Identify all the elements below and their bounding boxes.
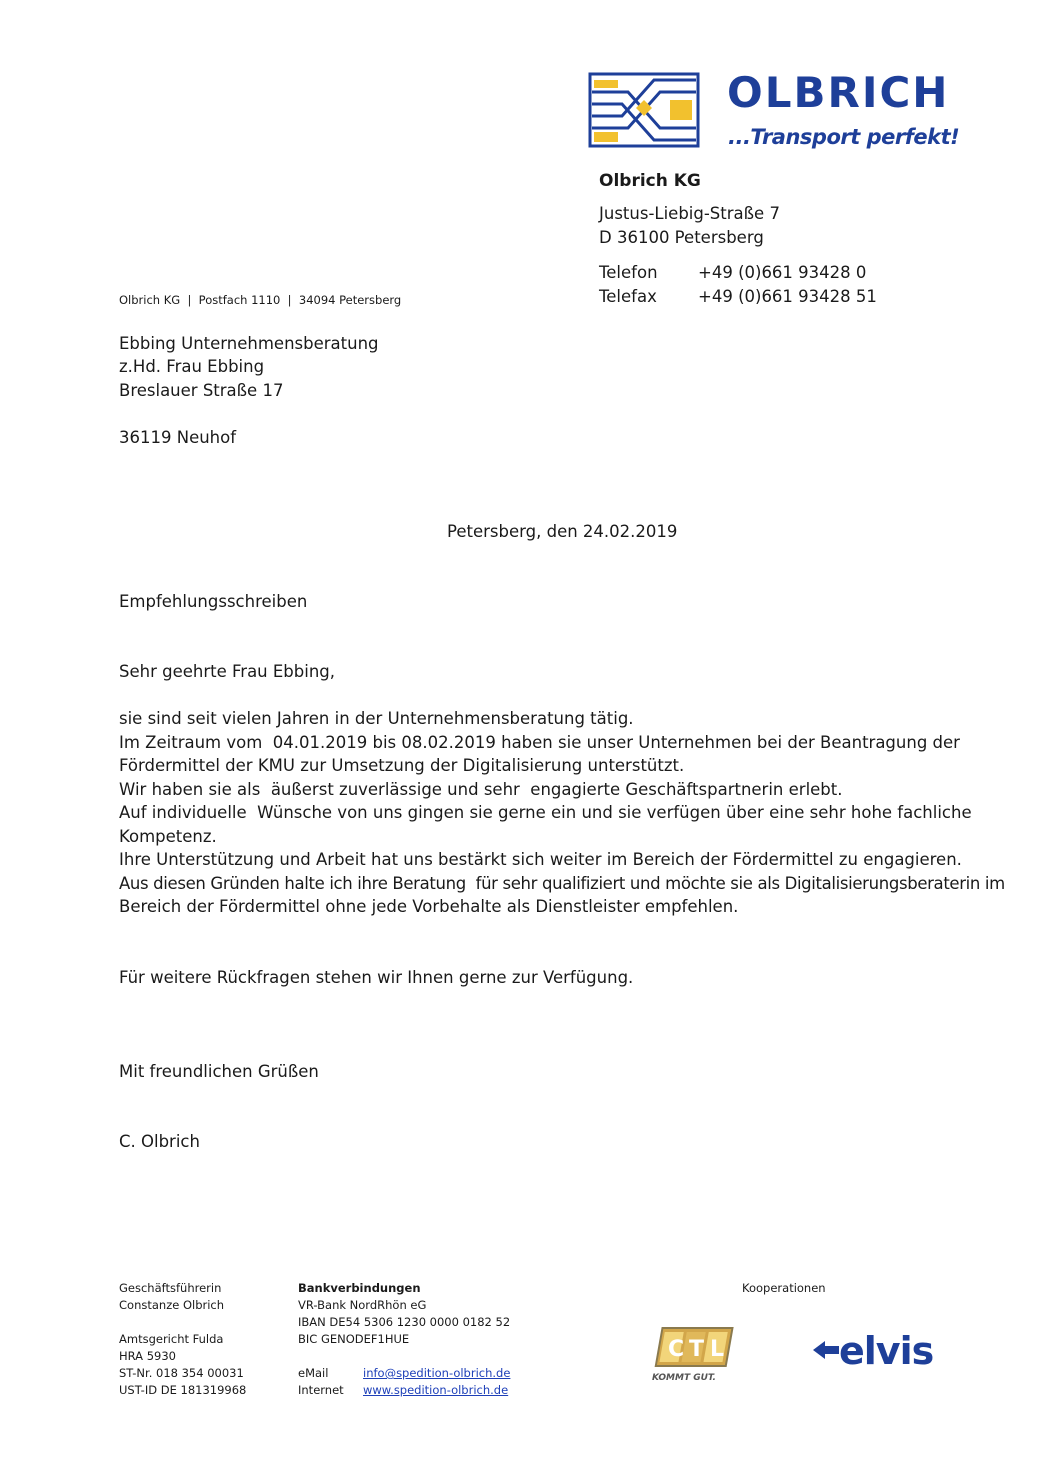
body-line: Bereich der Fördermittel ohne jede Vorbehalte als Dienstleister empfehlen. bbox=[119, 897, 739, 916]
ctl-letter-t: T bbox=[689, 1337, 705, 1362]
salutation: Sehr geehrte Frau Ebbing, bbox=[119, 662, 336, 681]
closing-greeting: Mit freundlichen Grüßen bbox=[119, 1062, 319, 1081]
body-line: Wir haben sie als äußerst zuverlässige und sehr engagierte Geschäftspartnerin erlebt. bbox=[119, 780, 843, 799]
elvis-wordmark: elvis bbox=[839, 1330, 934, 1370]
footer-bank-heading: Bankverbindungen bbox=[298, 1281, 421, 1295]
footer-court: Amtsgericht Fulda bbox=[119, 1332, 224, 1346]
letter-subject: Empfehlungsschreiben bbox=[119, 592, 308, 611]
ctl-letter-c: C bbox=[668, 1337, 685, 1362]
signature-name: C. Olbrich bbox=[119, 1132, 200, 1151]
body-line: Fördermittel der KMU zur Umsetzung der Digitalisierung unterstützt. bbox=[119, 756, 685, 775]
footer-web-link[interactable]: www.spedition-olbrich.de bbox=[363, 1383, 509, 1397]
footer-ceo-name: Constanze Olbrich bbox=[119, 1298, 225, 1312]
footer-tax-number: ST-Nr. 018 354 00031 bbox=[119, 1366, 244, 1380]
footer-web-label: Internet bbox=[298, 1383, 344, 1397]
olbrich-logo-mark-icon bbox=[588, 72, 700, 148]
recipient-city: 36119 Neuhof bbox=[119, 428, 237, 447]
footer-coop-label: Kooperationen bbox=[742, 1281, 826, 1295]
footer-iban: IBAN DE54 5306 1230 0000 0182 52 bbox=[298, 1315, 511, 1329]
ctl-slogan: KOMMT GUT. bbox=[652, 1373, 716, 1383]
closing-note: Für weitere Rückfragen stehen wir Ihnen gerne zur Verfügung. bbox=[119, 968, 634, 987]
recipient-company: Ebbing Unternehmensberatung bbox=[119, 334, 379, 353]
fax-number: +49 (0)661 93428 51 bbox=[698, 287, 877, 306]
body-line: Aus diesen Gründen halte ich ihre Beratung für sehr qualifiziert und möchte sie als Digitalisierungsberaterin im bbox=[119, 874, 1005, 893]
recipient-attention: z.Hd. Frau Ebbing bbox=[119, 357, 265, 376]
letter-date: Petersberg, den 24.02.2019 bbox=[447, 522, 678, 541]
ctl-letter-l: L bbox=[710, 1337, 725, 1362]
phone-number: +49 (0)661 93428 0 bbox=[698, 263, 867, 282]
body-line: Kompetenz. bbox=[119, 827, 217, 846]
company-city: D 36100 Petersberg bbox=[599, 228, 764, 247]
elvis-logo-icon bbox=[813, 1330, 985, 1370]
brand-name: OLBRICH bbox=[727, 68, 950, 117]
fax-label: Telefax bbox=[599, 287, 657, 306]
footer-ceo-label: Geschäftsführerin bbox=[119, 1281, 222, 1295]
body-line: Im Zeitraum vom 04.01.2019 bis 08.02.2019 haben sie unser Unternehmen bei der Beantragung der bbox=[119, 733, 960, 752]
footer-bank-name: VR-Bank NordRhön eG bbox=[298, 1298, 427, 1312]
footer-bic: BIC GENODEF1HUE bbox=[298, 1332, 410, 1346]
company-street: Justus-Liebig-Straße 7 bbox=[599, 204, 780, 223]
footer-vat-id: UST-ID DE 181319968 bbox=[119, 1383, 247, 1397]
brand-tagline: ...Transport perfekt! bbox=[728, 125, 960, 149]
sender-return-line: Olbrich KG | Postfach 1110 | 34094 Petersberg bbox=[119, 293, 402, 307]
phone-label: Telefon bbox=[599, 263, 658, 282]
footer-email-label: eMail bbox=[298, 1366, 329, 1380]
body-line: Auf individuelle Wünsche von uns gingen sie gerne ein und sie verfügen über eine sehr hohe fachliche bbox=[119, 803, 972, 822]
body-line: sie sind seit vielen Jahren in der Unternehmensberatung tätig. bbox=[119, 709, 634, 728]
recipient-street: Breslauer Straße 17 bbox=[119, 381, 284, 400]
footer-register: HRA 5930 bbox=[119, 1349, 176, 1363]
ctl-logo-icon bbox=[650, 1325, 734, 1383]
footer-email-link[interactable]: info@spedition-olbrich.de bbox=[363, 1366, 511, 1380]
company-name: Olbrich KG bbox=[599, 171, 701, 191]
body-line: Ihre Unterstützung und Arbeit hat uns bestärkt sich weiter im Bereich der Fördermittel zu engagieren. bbox=[119, 850, 962, 869]
